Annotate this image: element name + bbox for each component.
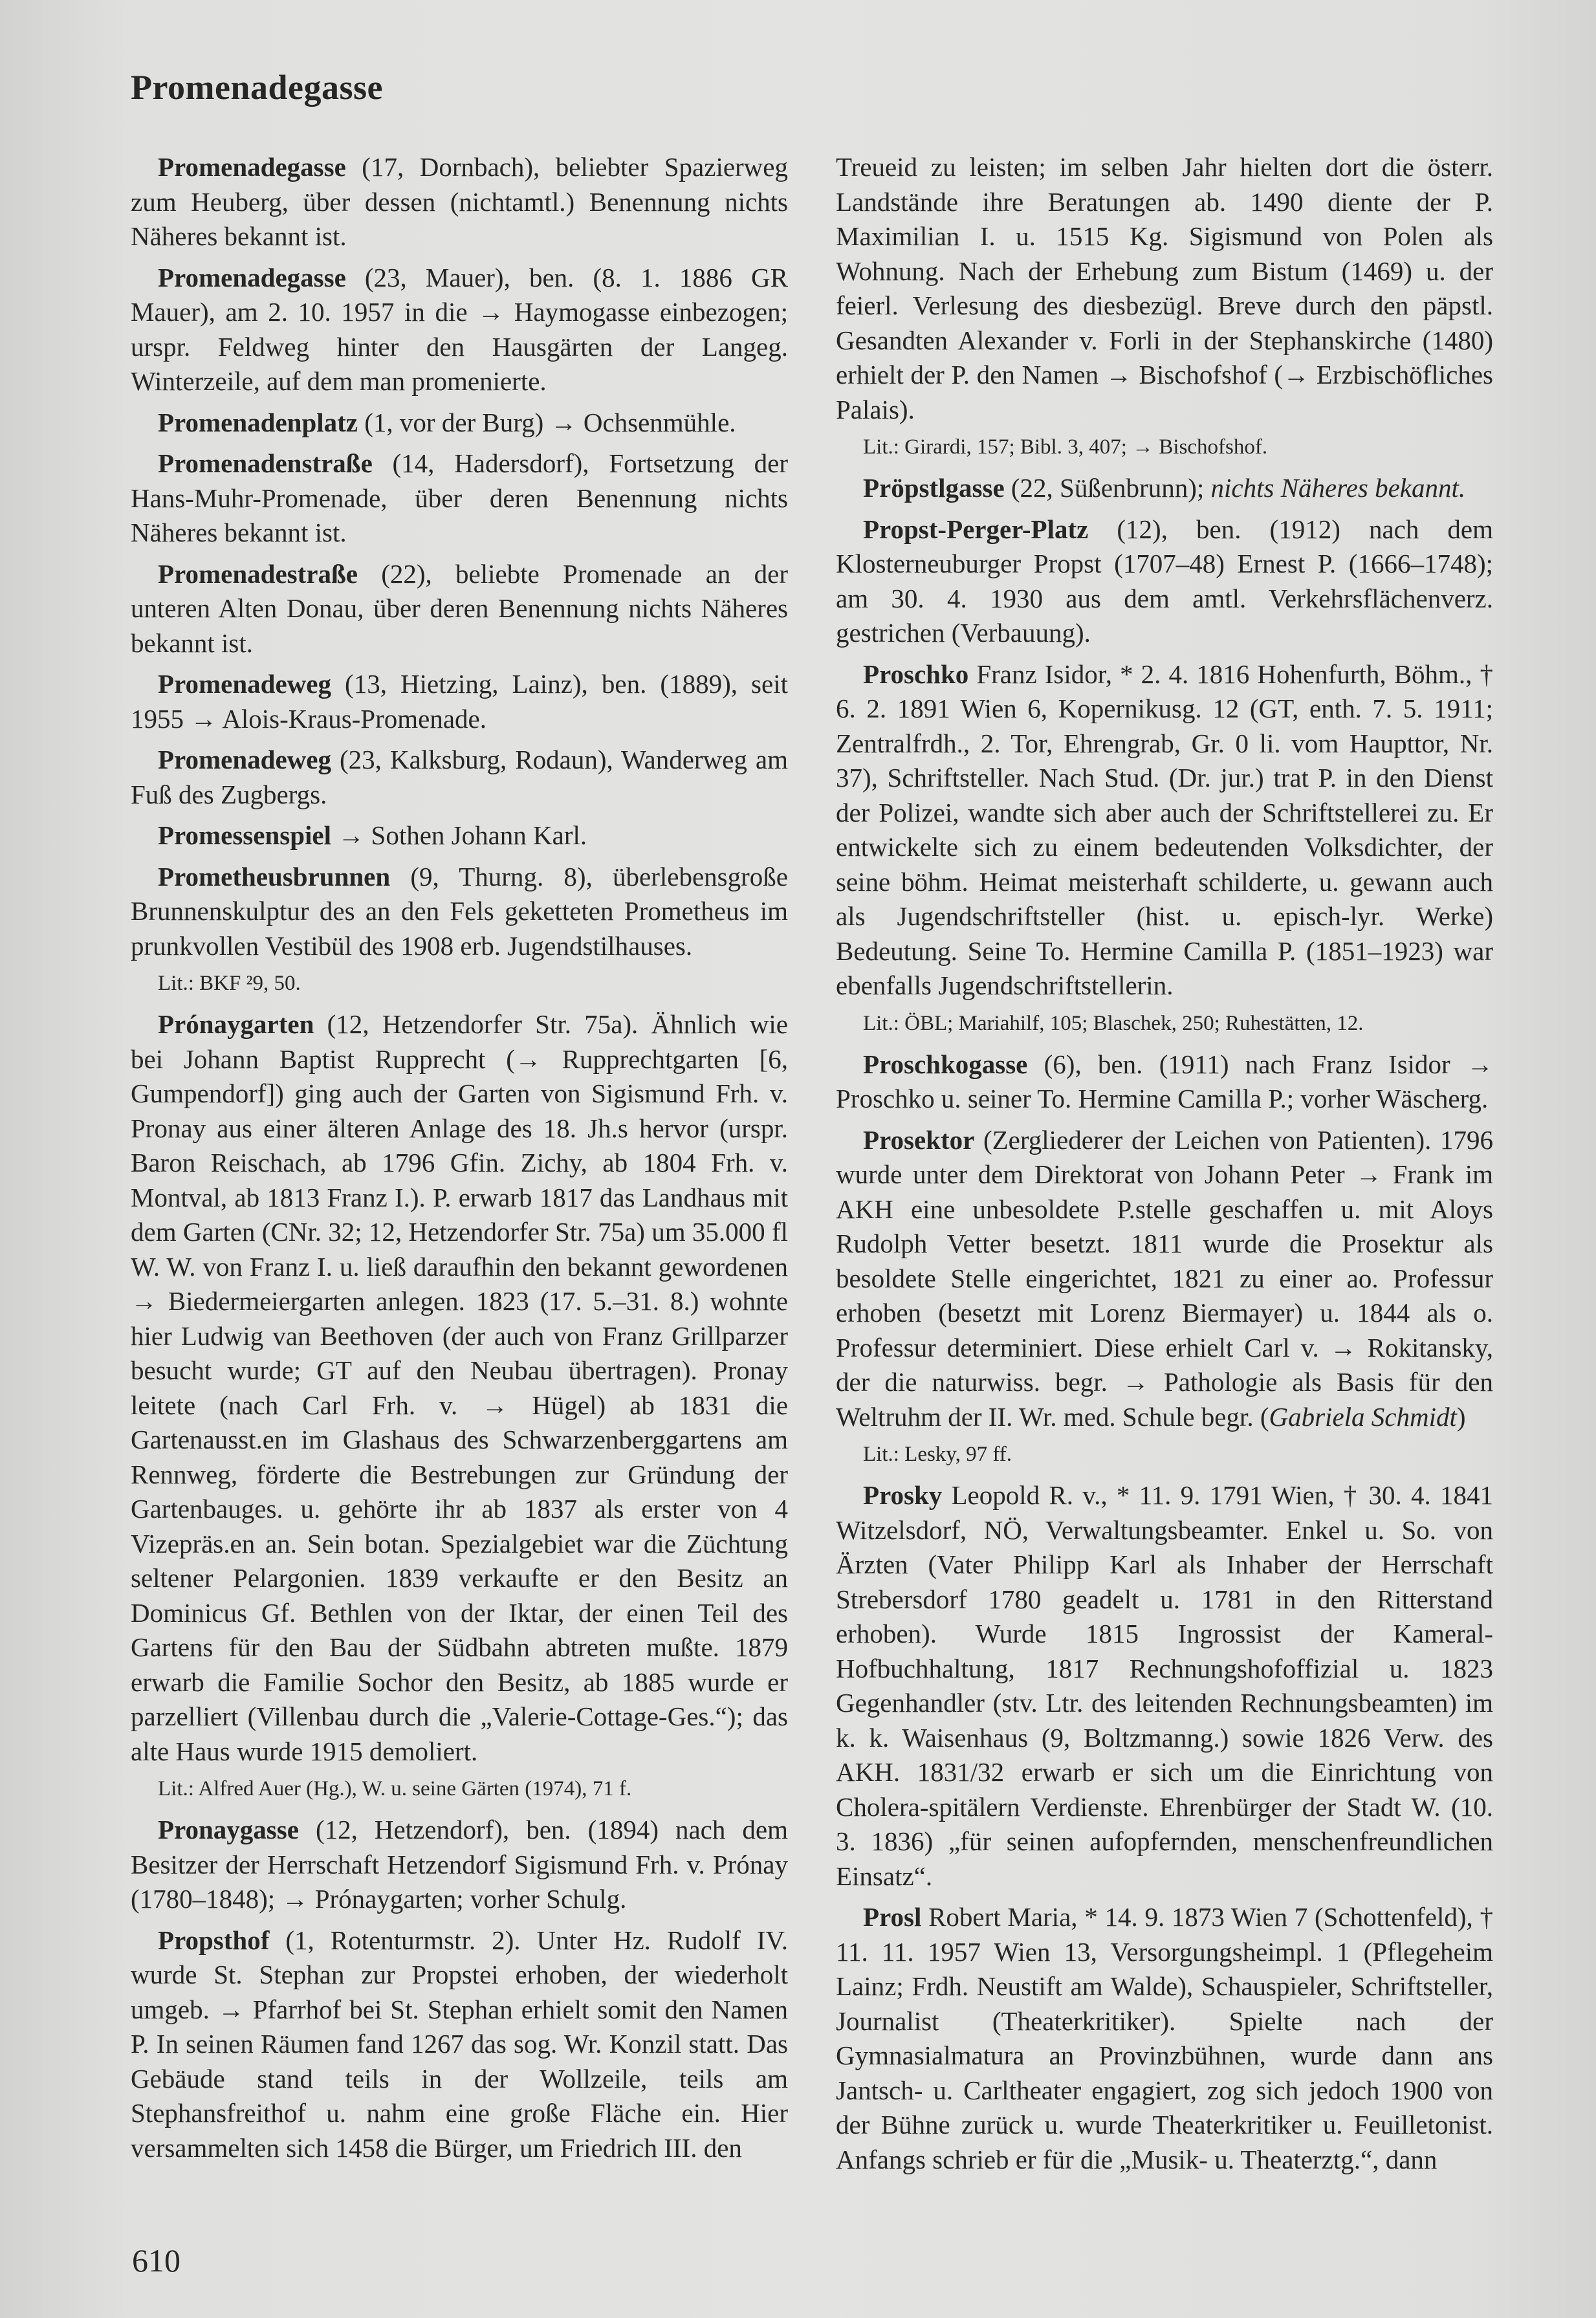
entry-italic: nichts Näheres bekannt. [1210, 473, 1466, 503]
entry-headword: Promenadenplatz [158, 407, 358, 437]
entry-headword: Pronaygasse [158, 1815, 299, 1844]
entry-body: Franz Isidor, * 2. 4. 1816 Hohenfurth, Böhm., † 6. 2. 1891 Wien 6, Kopernikusg. 12 (GT, enth. 7. 5. 1911; Zentralfrdh., 2. Tor, Ehrengrab, Gr. 0 li. vom Haupttor, Nr. 37), Schriftsteller. Nach Stud. (Dr. jur.) trat P. in den Dienst der Polizei, wandte sich aber auch der Schriftstellerei zu. Er entwickelte sich zu einem bedeutenden Volksdichter, der seine böhm. Heimat meisterhaft schilderte, u. gewann auch als Jugendschriftsteller (hist. u. episch-lyr. Werke) Bedeutung. Seine To. Hermine Camilla P. (1851–1923) war ebenfalls Jugendschriftstellerin. [836, 659, 1493, 1000]
lexicon-entry [131, 150, 788, 254]
entry-headword: Prosektor [863, 1124, 975, 1155]
entry-body: (6), ben. (1911) nach Franz Isidor → Proschko u. seiner To. Hermine Camilla P.; vorher Wäscherg. [836, 1049, 1493, 1113]
lexicon-entry [836, 1478, 1493, 1894]
entry-headword: Prometheusbrunnen [158, 861, 391, 891]
entry-body: Leopold R. v., * 11. 9. 1791 Wien, † 30. 4. 1841 Witzelsdorf, NÖ, Verwaltungsbeamter. Enkel u. So. von Ärzten (Vater Philipp Karl als Inhaber der Herrschaft Strebersdorf 1780 geadelt u. 1781 in den Ritterstand erhoben). Wurde 1815 Ingrossist der Kameral-Hofbuchhaltung, 1817 Rechnungshofoffizial u. 1823 Gegenhandler (stv. Ltr. des leitenden Rechnungsbeamten) im k. k. Waisenhaus (9, Boltzmanng.) sowie 1826 Verw. des AKH. 1831/32 erwarb er sich um die Einrichtung von Cholera-spitälern Verdienste. Ehrenbürger der Stadt W. (10. 3. 1836) „für seinen aufopfernden, menschenfreundlichen Einsatz“. [836, 1480, 1493, 1891]
lexicon-entry [836, 471, 1493, 506]
entry-body: (12, Hetzendorfer Str. 75a). Ähnlich wie bei Johann Baptist Rupprecht (→ Rupprechtgarten [6, Gumpendorf]) ging auch der Garten von Sigismund Frh. v. Pronay aus einer älteren Anlage des 18. Jh.s hervor (urspr. Baron Reischach, ab 1796 Gfin. Zichy, ab 1804 Frh. v. Montval, ab 1813 Franz I.). P. erwarb 1817 das Landhaus mit dem Garten (CNr. 32; 12, Hetzendorfer Str. 75a) um 35.000 fl W. W. von Franz I. u. ließ daraufhin den bekannt gewordenen → Biedermeiergarten anlegen. 1823 (17. 5.–31. 8.) wohnte hier Ludwig van Beethoven (der auch von Franz Grillparzer besucht wurde; GT auf den Neubau übertragen). Pronay leitete (nach Carl Frh. v. → Hügel) ab 1831 die Gartenausst.en im Glashaus des Schwarzenberggartens am Rennweg, förderte die Bestrebungen zur Gründung der Gartenbauges. u. gehörte ihr ab 1837 als erster von 4 Vizepräs.en an. Sein botan. Spezialgebiet war die Züchtung seltener Pelargonien. 1839 verkaufte er den Besitz an Dominicus Gf. Bethlen von der Iktar, der einen Teil des Gartens für den Bau der Südbahn abtreten mußte. 1879 erwarb die Familie Sochor den Besitz, ab 1885 wurde er parzelliert (Villenbau durch die „Valerie-Cottage-Ges.“); das alte Haus wurde 1915 demoliert. [131, 1009, 788, 1766]
entry-tail: ) [1456, 1401, 1466, 1432]
entry-headword: Pröpstlgasse [863, 473, 1005, 503]
lexicon-entry [836, 1123, 1493, 1435]
entry-headword: Promenadegasse [158, 152, 346, 182]
entry-body: Robert Maria, * 14. 9. 1873 Wien 7 (Schottenfeld), † 11. 11. 1957 Wien 13, Versorgungsheimpl. 1 (Pflegeheim Lainz; Frdh. Neustift am Walde), Schauspieler, Schriftsteller, Journalist (Theaterkritiker). Spielte nach der Gymnasialmatura an Provinzbühnen, wurde dann ans Jantsch- u. Carltheater engagiert, zog sich jedoch 1900 von der Bühne zurück u. wurde Theaterkritiker u. Feuilletonist. Anfangs schrieb er für die „Musik- u. Theaterztg.“, dann [836, 1902, 1493, 2174]
lexicon-entry [131, 1923, 788, 2166]
lexicon-entry [836, 1900, 1493, 2177]
entry-body: (1, vor der Burg) → Ochsenmühle. [358, 407, 736, 437]
entry-headword: Proschko [863, 659, 969, 689]
entry-body: (23, Mauer), ben. (8. 1. 1886 GR Mauer), am 2. 10. 1957 in die → Haymogasse einbezogen; urspr. Feldweg hinter den Hausgärten der Langeg. Winterzeile, auf dem man promenierte. [131, 262, 788, 396]
lexicon-entry [836, 150, 1493, 427]
literature-note: Lit.: Girardi, 157; Bibl. 3, 407; → Bischofshof. [863, 435, 1268, 459]
entry-headword: Promenadenstraße [158, 448, 373, 478]
entry-italic: Gabriela Schmidt [1269, 1401, 1457, 1432]
lexicon-entry [131, 261, 788, 399]
entry-headword: Proschkogasse [863, 1049, 1028, 1079]
right-column [836, 150, 1493, 2183]
entry-body: (1, Rotenturmstr. 2). Unter Hz. Rudolf IV. wurde St. Stephan zur Propstei erhoben, der wiederholt umgeb. → Pfarrhof bei St. Stephan erhielt somit den Namen P. In seinen Räumen fand 1267 das sog. Wr. Konzil statt. Das Gebäude stand teils in der Wollzeile, teils am Stephansfreithof u. nahm eine große Fläche ein. Hier versammelten sich 1458 die Bürger, um Friedrich III. den [131, 1925, 788, 2163]
entry-body: (9, Thurng. 8), überlebensgroße Brunnenskulptur des an den Fels geketteten Prometheus im prunkvollen Vestibül des 1908 erb. Jugendstilhauses. [131, 861, 788, 961]
entry-body: → Sothen Johann Karl. [331, 820, 587, 850]
lexicon-entry [836, 1047, 1493, 1117]
entry-headword: Promenadeweg [158, 669, 331, 699]
entry-headword: Promenadestraße [158, 558, 358, 589]
lexicon-entry [131, 667, 788, 736]
entry-body: (22), beliebte Promenade an der unteren Alten Donau, über deren Benennung nichts Näheres bekannt ist. [131, 558, 788, 658]
lexicon-entry [131, 860, 788, 964]
entry-headword: Promenadeweg [158, 745, 331, 774]
lexicon-entry [131, 557, 788, 661]
literature-note: Lit.: ÖBL; Mariahilf, 105; Blaschek, 250; Ruhestätten, 12. [863, 1011, 1364, 1035]
lexicon-entry [131, 1813, 788, 1917]
entry-headword: Prónaygarten [158, 1009, 314, 1039]
lexicon-entry [836, 512, 1493, 651]
page-number: 610 [132, 2242, 180, 2279]
lexicon-entry [131, 743, 788, 812]
literature-note: Lit.: BKF ²9, 50. [158, 972, 301, 995]
entry-body: (23, Kalksburg, Rodaun), Wanderweg am Fuß des Zugbergs. [131, 745, 788, 809]
entry-body: (22, Süßenbrunn); [1004, 473, 1211, 503]
literature-note: Lit.: Alfred Auer (Hg.), W. u. seine Gärten (1974), 71 f. [158, 1777, 632, 1800]
literature-note: Lit.: Lesky, 97 ff. [863, 1443, 1012, 1466]
entry-body: (Zergliederer der Leichen von Patienten). 1796 wurde unter dem Direktorat von Johann Peter → Frank im AKH eine unbesoldete P.stelle geschaffen u. mit Aloys Rudolph Vetter besetzt. 1811 wurde die Prosektur als besoldete Stelle eingerichtet, 1821 zu einer ao. Professur erhoben (besetzt mit Lorenz Biermayer) u. 1844 als o. Professur determiniert. Diese erhielt Carl v. → Rokitansky, der die naturwiss. begr. → Pathologie als Basis für den Weltruhm der II. Wr. med. Schule begr. ( [836, 1124, 1493, 1432]
lexicon-entry [131, 406, 788, 441]
entry-body: (17, Dornbach), beliebter Spazierweg zum Heuberg, über dessen (nichtamtl.) Benennung nichts Näheres bekannt ist. [131, 152, 788, 251]
entry-headword: Promenadegasse [158, 262, 346, 292]
entry-headword: Propsthof [158, 1925, 270, 1955]
entry-body: (12, Hetzendorf), ben. (1894) nach dem Besitzer der Herrschaft Hetzendorf Sigismund Frh. v. Prónay (1780–1848); → Prónaygarten; vorher Schulg. [131, 1815, 788, 1914]
lexicon-entry [131, 818, 788, 853]
lexicon-entry [131, 1007, 788, 1769]
lexicon-entry [131, 446, 788, 551]
running-head: Promenadegasse [131, 68, 383, 107]
entry-body: (13, Hietzing, Lainz), ben. (1889), seit 1955 → Alois-Kraus-Promenade. [131, 669, 788, 734]
entry-headword: Prosl [863, 1902, 922, 1932]
entry-headword: Propst-Perger-Platz [863, 514, 1089, 544]
left-column [131, 150, 788, 2172]
entry-body: Treueid zu leisten; im selben Jahr hielten dort die österr. Landstände ihre Beratungen ab. 1490 diente der P. Maximilian I. u. 1515 Kg. Sigismund von Polen als Wohnung. Nach der Erhebung zum Bistum (1469) u. der feierl. Verlesung des diesbezügl. Breve durch den päpstl. Gesandten Alexander v. Forli in der Stephanskirche (1480) erhielt der P. den Namen → Bischofshof (→ Erzbischöfliches Palais). [836, 152, 1493, 424]
entry-headword: Promessenspiel [158, 820, 332, 850]
entry-body: (12), ben. (1912) nach dem Klosterneuburger Propst (1707–48) Ernest P. (1666–1748); am 30. 4. 1930 aus dem amtl. Verkehrsflächenverz. gestrichen (Verbauung). [836, 514, 1493, 648]
entry-body: (14, Hadersdorf), Fortsetzung der Hans-Muhr-Promenade, über deren Benennung nichts Näheres bekannt ist. [131, 448, 788, 547]
entry-headword: Prosky [863, 1480, 943, 1510]
lexicon-entry [836, 657, 1493, 1003]
